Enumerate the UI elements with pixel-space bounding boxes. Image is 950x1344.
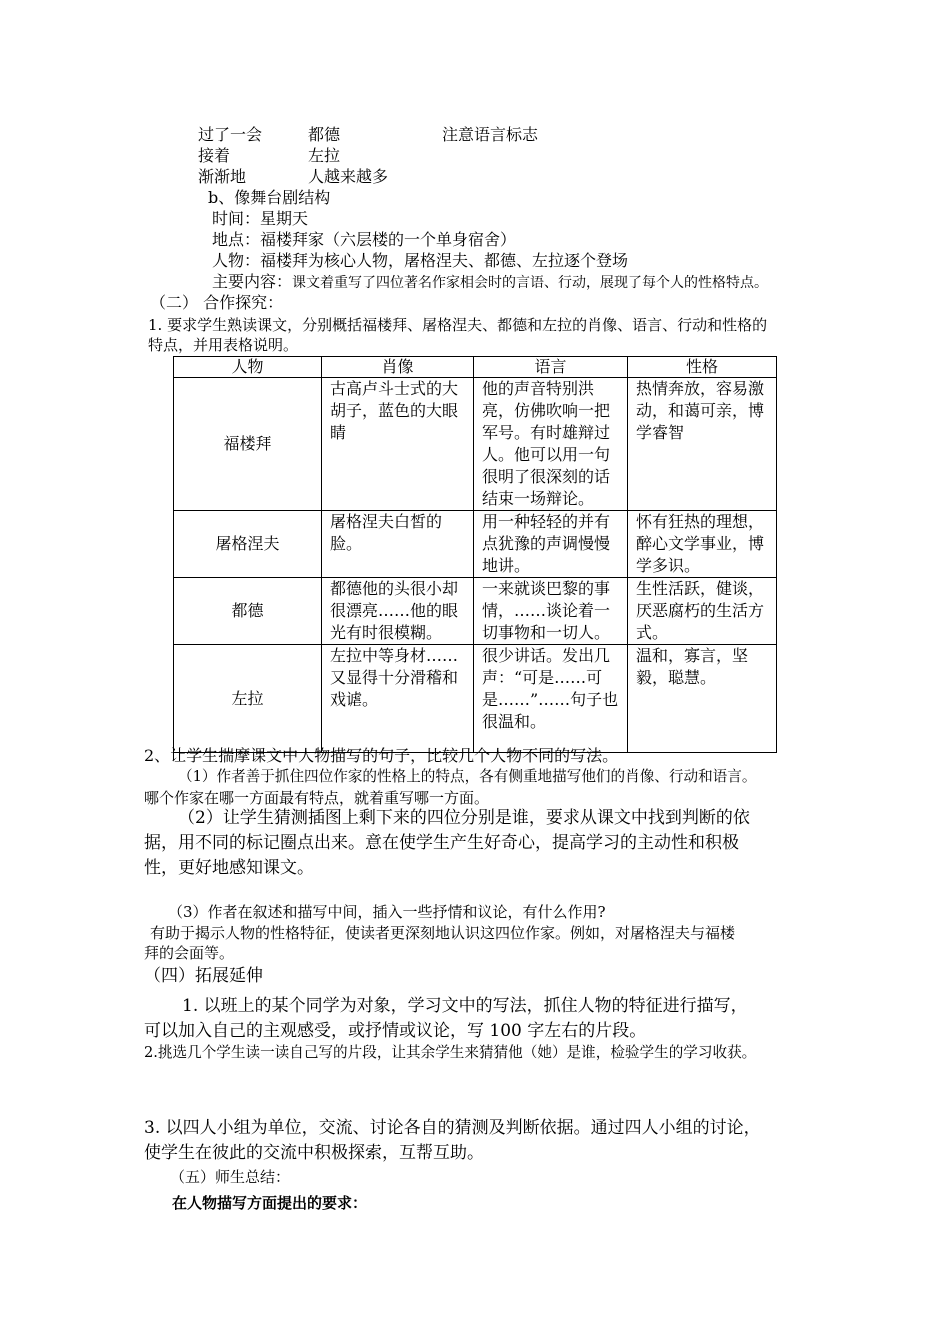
cell-personality: 温和，寡言，坚毅，聪慧。 [628,645,777,753]
table-row [174,578,777,645]
task2-p3-line3: 拜的会面等。 [144,944,235,962]
header-portrait: 肖像 [322,357,474,378]
task2-p1-line2: 哪个作家在哪一方面最有特点，就着重写哪一方面。 [144,789,490,807]
cell-name: 都德 [174,578,322,645]
task1-line1: 1. 要求学生熟读课文，分别概括福楼拜、屠格涅夫、都德和左拉的肖像、语言、行动和性格的 [148,316,768,334]
section-4-item3-line2: 使学生在彼此的交流中积极探索，互帮互助。 [144,1143,484,1163]
cell-name: 左拉 [174,645,322,753]
structure-row-1-b: 都德 [308,125,341,144]
people-line: 人物：福楼拜为核心人物，屠格涅夫、都德、左拉逐个登场 [212,251,629,270]
section-2-heading: （二） 合作探究： [150,293,284,312]
cell-portrait: 古高卢斗士式的大胡子，蓝色的大眼睛 [322,378,474,511]
cell-personality: 热情奔放，容易激动，和蔼可亲，博学睿智 [628,378,777,511]
cell-name: 屠格涅夫 [174,511,322,578]
section-4-item1-line2: 可以加入自己的主观感受，或抒情或议论，写 100 字左右的片段。 [144,1021,647,1041]
cell-speech: 一来就谈巴黎的事情，……谈论着一切事物和一切人。 [474,578,628,645]
structure-row-3-b: 人越来越多 [308,167,389,186]
header-speech: 语言 [474,357,628,378]
task2-p3-line2: 有助于揭示人物的性格特征，使读者更深刻地认识这四位作家。例如，对屠格涅夫与福楼 [150,924,736,942]
character-table [173,356,777,753]
cell-personality: 怀有狂热的理想，醉心文学事业，博学多识。 [628,511,777,578]
header-personality: 性格 [628,357,777,378]
time-line: 时间：星期天 [212,209,309,228]
task1-line2: 特点，并用表格说明。 [148,336,299,354]
section-5-heading: （五）师生总结： [170,1168,291,1186]
structure-row-3-a: 渐渐地 [198,167,247,186]
table-row [174,378,777,511]
section-4-item1-line1: 1. 以班上的某个同学为对象，学习文中的写法，抓住人物的特征进行描写， [182,996,748,1016]
header-character: 人物 [174,357,322,378]
cell-name: 福楼拜 [174,378,322,511]
task2-p2-line3: 性，更好地感知课文。 [144,858,314,878]
table-header-row [174,357,777,378]
table-row [174,511,777,578]
cell-speech: 用一种轻轻的并有点犹豫的声调慢慢地讲。 [474,511,628,578]
cell-speech: 他的声音特别洪亮，仿佛吹响一把军号。有时雄辩过人。他可以用一句很明了很深刻的话结束一场辩论。 [474,378,628,511]
place-line: 地点：福楼拜家（六层楼的一个单身宿舍） [212,230,517,249]
section-4-item3-line1: 3. 以四人小组为单位，交流、讨论各自的猜测及判断依据。通过四人小组的讨论， [144,1118,761,1138]
b-heading: b、像舞台剧结构 [208,188,331,207]
cell-portrait: 屠格涅夫白皙的脸。 [322,511,474,578]
task2-p2-line2: 据，用不同的标记圈点出来。意在使学生产生好奇心，提高学习的主动性和积极 [144,833,739,853]
task2-heading: 2、让学生揣摩课文中人物描写的句子，比较几个人物不同的写法。 [144,746,619,765]
task2-p1-line1: （1）作者善于抓住四位作家的性格上的特点，各有侧重地描写他们的肖像、行动和语言。 [178,768,757,785]
main-content-line [212,271,768,292]
task2-p3-line1: （3）作者在叙述和描写中间，插入一些抒情和议论，有什么作用? [168,903,606,921]
structure-row-1-a: 过了一会 [198,125,263,144]
structure-row-2-b: 左拉 [308,146,341,165]
section-4-heading: （四）拓展延伸 [144,966,263,986]
cell-personality: 生性活跃，健谈，厌恶腐朽的生活方式。 [628,578,777,645]
cell-portrait: 都德他的头很小却很漂亮……他的眼光有时很模糊。 [322,578,474,645]
structure-row-2-a: 接着 [198,146,231,165]
cell-speech: 很少讲话。发出几声：“可是……可是……”……句子也很温和。 [474,645,628,753]
table-row [174,645,777,753]
requirement-heading: 在人物描写方面提出的要求： [172,1194,368,1212]
structure-row-1-c: 注意语言标志 [442,125,539,144]
main-content-text: 课文着重写了四位著名作家相会时的言语、行动，展现了每个人的性格特点。 [292,275,769,291]
task2-p2-line1: （2）让学生猜测插图上剩下来的四位分别是谁，要求从课文中找到判断的依 [178,808,750,828]
main-content-label: 主要内容： [212,272,293,291]
section-4-item2: 2.挑选几个学生读一读自己写的片段，让其余学生来猜猜他（她）是谁，检验学生的学习收获。 [144,1044,757,1061]
cell-portrait: 左拉中等身材……又显得十分滑稽和戏谑。 [322,645,474,753]
